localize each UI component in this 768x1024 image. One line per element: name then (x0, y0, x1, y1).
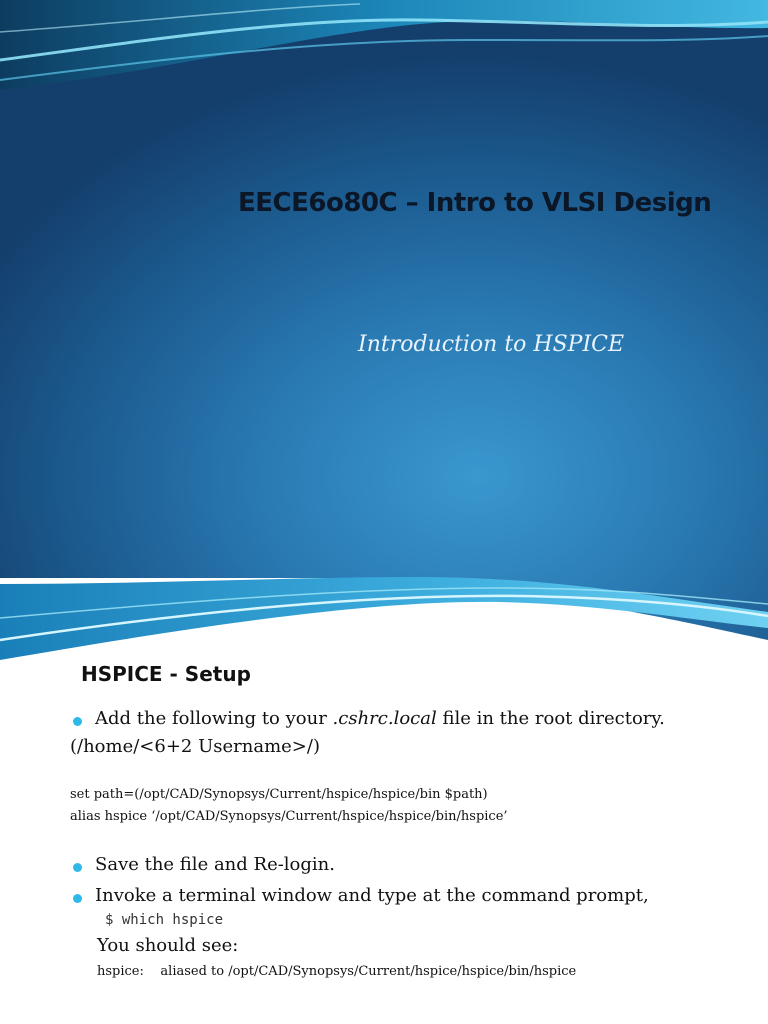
cshrc-filename: .cshrc.local (332, 708, 437, 729)
bullet-add-following (95, 708, 665, 729)
bullet-save-file: Save the file and Re-login. (95, 854, 335, 875)
home-path: (/home/<6+2 Username>/) (70, 736, 320, 757)
command-which-hspice: $ which hspice (105, 912, 224, 928)
code-line-alias: alias hspice ‘/opt/CAD/Synopsys/Current/hspice/hspice/bin/hspice’ (70, 809, 508, 824)
code-line-path: set path=(/opt/CAD/Synopsys/Current/hspice/hspice/bin $path) (70, 787, 488, 802)
bullet-invoke-terminal: Invoke a terminal window and type at the command prompt, (95, 885, 649, 906)
bullet-text: file in the root directory. (436, 708, 665, 729)
bullet-dot (73, 894, 82, 903)
slide-title: EECE6o80C – Intro to VLSI Design (238, 188, 712, 218)
slide-heading: HSPICE - Setup (81, 662, 251, 686)
bullet-dot (73, 717, 82, 726)
slide-subtitle: Introduction to HSPICE (358, 332, 625, 357)
hspice-alias-result: hspice: aliased to /opt/CAD/Synopsys/Current/hspice/hspice/bin/hspice (97, 964, 577, 979)
you-should-see-label: You should see: (97, 935, 239, 956)
bullet-dot (73, 863, 82, 872)
bullet-text: Add the following to your (95, 708, 333, 729)
content-slide (0, 662, 768, 1024)
